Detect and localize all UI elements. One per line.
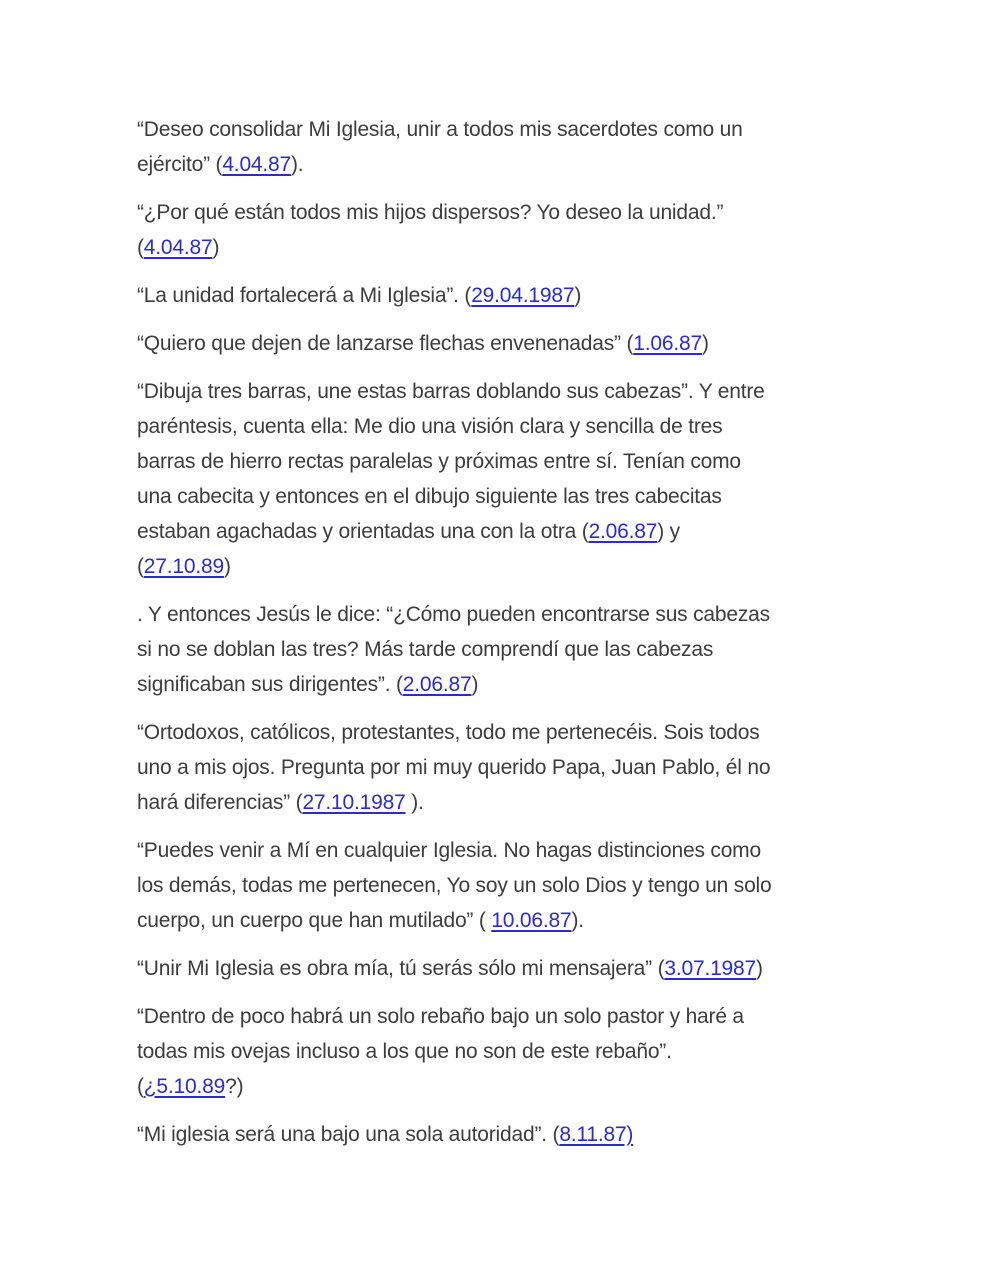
text-line xyxy=(137,147,927,182)
paragraph xyxy=(137,112,927,182)
text-segment: estaban agachadas y orientadas una con la otra ( xyxy=(137,520,589,543)
text-segment: ( xyxy=(137,236,144,259)
text-segment: “Dentro de poco habrá un solo rebaño bajo un solo pastor y haré a xyxy=(137,1005,744,1028)
text-segment: “Dibuja tres barras, une estas barras doblando sus cabezas”. Y entre xyxy=(137,380,765,403)
text-segment: ) xyxy=(223,555,231,578)
text-segment: “Deseo consolidar Mi Iglesia, unir a todos mis sacerdotes como un xyxy=(137,118,743,141)
text-line xyxy=(137,326,927,361)
text-segment: ). xyxy=(291,153,304,176)
text-line xyxy=(137,112,927,147)
text-line xyxy=(137,1069,927,1104)
paragraph xyxy=(137,715,927,820)
text-segment: “¿Por qué están todos mis hijos dispersos? Yo deseo la unidad.” xyxy=(137,201,724,224)
text-segment: hará diferencias” ( xyxy=(137,791,303,814)
text-segment: ) xyxy=(756,957,763,980)
date-link[interactable]: 27.10.89 xyxy=(143,555,224,578)
text-segment: “Puedes venir a Mí en cualquier Iglesia. No hagas distinciones como xyxy=(137,839,761,862)
paragraph xyxy=(137,278,927,313)
paragraph xyxy=(137,833,927,938)
text-segment: paréntesis, cuenta ella: Me dio una visión clara y sencilla de tres xyxy=(137,415,723,438)
text-segment: . Y entonces Jesús le dice: “¿Cómo pueden encontrarse sus cabezas xyxy=(137,603,770,626)
text-line xyxy=(137,409,927,444)
text-segment: uno a mis ojos. Pregunta por mi muy querido Papa, Juan Pablo, él no xyxy=(137,756,771,779)
text-segment: “Quiero que dejen de lanzarse flechas envenenadas” ( xyxy=(137,332,634,355)
text-segment: ) y xyxy=(657,520,680,543)
text-line xyxy=(137,549,927,584)
text-line xyxy=(137,1117,927,1152)
text-line xyxy=(137,278,927,313)
text-line xyxy=(137,785,927,820)
text-segment: “Unir Mi Iglesia es obra mía, tú serás sólo mi mensajera” ( xyxy=(137,957,665,980)
date-link[interactable]: 2.06.87 xyxy=(588,520,658,543)
paragraph xyxy=(137,597,927,702)
date-link[interactable]: 2.06.87 xyxy=(402,673,472,696)
text-segment: “Mi iglesia será una bajo una sola autoridad”. ( xyxy=(137,1123,560,1146)
text-segment: “La unidad fortalecerá a Mi Iglesia”. ( xyxy=(137,284,472,307)
text-line xyxy=(137,195,927,230)
text-segment: ) xyxy=(212,236,220,259)
paragraph xyxy=(137,999,927,1104)
text-segment: ( xyxy=(137,555,144,578)
paragraph xyxy=(137,374,927,584)
text-segment: ). xyxy=(571,909,584,932)
date-link[interactable]: ¿5.10.89 xyxy=(143,1075,226,1098)
text-line xyxy=(137,230,927,265)
date-link[interactable]: 8.11.87) xyxy=(559,1123,634,1146)
text-line xyxy=(137,715,927,750)
text-line xyxy=(137,479,927,514)
text-segment: todas mis ovejas incluso a los que no son de este rebaño”. xyxy=(137,1040,672,1063)
text-line xyxy=(137,444,927,479)
date-link[interactable]: 4.04.87 xyxy=(143,236,213,259)
text-line xyxy=(137,903,927,938)
text-line xyxy=(137,667,927,702)
text-line xyxy=(137,1034,927,1069)
paragraph xyxy=(137,1117,927,1152)
text-line xyxy=(137,999,927,1034)
text-segment: ) xyxy=(574,284,582,307)
date-link[interactable]: 27.10.1987 xyxy=(302,791,406,814)
text-line xyxy=(137,868,927,903)
text-segment: ?) xyxy=(225,1075,244,1098)
text-segment: una cabecita y entonces en el dibujo siguiente las tres cabecitas xyxy=(137,485,722,508)
text-segment: ejército” ( xyxy=(137,153,223,176)
text-line xyxy=(137,750,927,785)
text-line xyxy=(137,951,927,986)
text-line xyxy=(137,514,927,549)
date-link[interactable]: 10.06.87 xyxy=(491,909,572,932)
paragraph xyxy=(137,326,927,361)
date-link[interactable]: 3.07.1987 xyxy=(664,957,756,980)
text-segment: ( xyxy=(137,1075,144,1098)
text-segment: ) xyxy=(701,332,709,355)
text-segment: “Ortodoxos, católicos, protestantes, todo me pertenecéis. Sois todos xyxy=(137,721,760,744)
text-segment: ) xyxy=(471,673,479,696)
text-segment: los demás, todas me pertenecen, Yo soy un solo Dios y tengo un solo xyxy=(137,874,772,897)
text-line xyxy=(137,597,927,632)
text-line xyxy=(137,632,927,667)
date-link[interactable]: 29.04.1987 xyxy=(471,284,575,307)
document-body xyxy=(137,112,927,1165)
date-link[interactable]: 1.06.87 xyxy=(633,332,702,355)
text-segment: barras de hierro rectas paralelas y próximas entre sí. Tenían como xyxy=(137,450,741,473)
text-segment: cuerpo, un cuerpo que han mutilado” ( xyxy=(137,909,492,932)
date-link[interactable]: 4.04.87 xyxy=(222,153,291,176)
text-line xyxy=(137,833,927,868)
paragraph xyxy=(137,951,927,986)
text-segment: si no se doblan las tres? Más tarde comprendí que las cabezas xyxy=(137,638,714,661)
text-segment: significaban sus dirigentes”. ( xyxy=(137,673,403,696)
text-segment: ). xyxy=(405,791,424,814)
text-line xyxy=(137,374,927,409)
paragraph xyxy=(137,195,927,265)
